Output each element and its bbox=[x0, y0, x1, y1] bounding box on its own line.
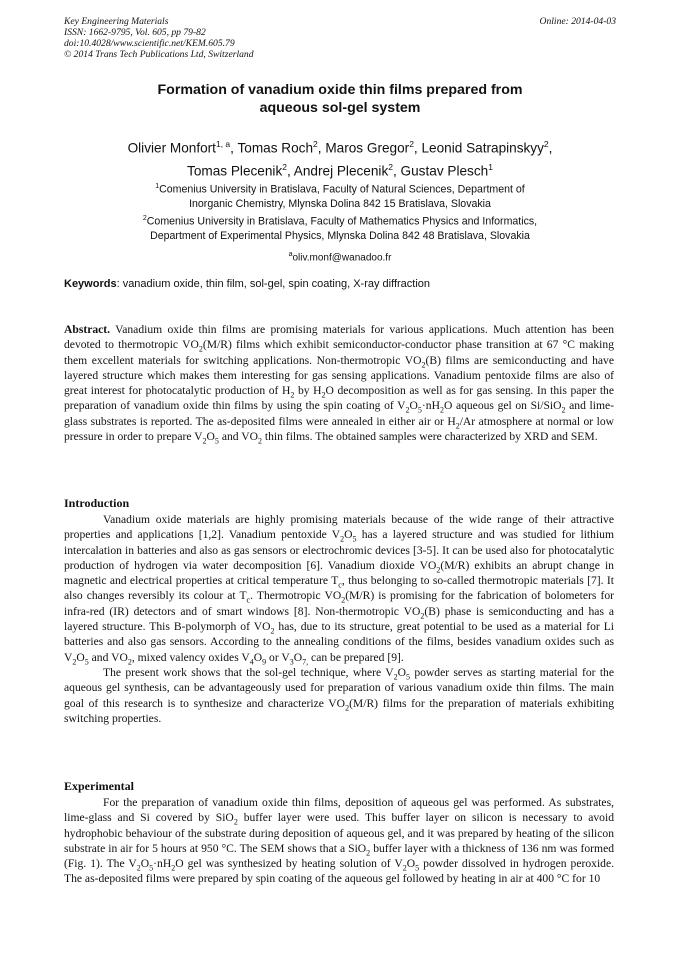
text-run: can be prepared [9]. bbox=[308, 650, 404, 664]
text-run: For the preparation of vanadium oxide thin films, deposition of aqueous gel was performed. As substrates, lime-glass and Si covered by SiO bbox=[64, 796, 614, 825]
subscript: 2 bbox=[455, 421, 460, 431]
text-run: O aqueous gel on Si/SiO bbox=[443, 399, 562, 413]
author-name: Gustav Plesch bbox=[400, 163, 489, 179]
journal-issn: ISSN: 1662-9795, Vol. 605, pp 79-82 bbox=[64, 27, 206, 38]
subscript: 5 bbox=[415, 863, 420, 873]
subscript: 2 bbox=[366, 848, 371, 858]
affiliation-text: Comenius University in Bratislava, Faculty of Natural Sciences, Department of bbox=[159, 183, 525, 196]
text-run: (M/R) exhibits an abrupt change in magnetic and electrical properties at critical temperature T bbox=[64, 558, 614, 588]
subscript: 2 bbox=[340, 534, 345, 544]
text-run: O decomposition as well as for gas sensing. In this paper the preparation of vanadium oxide thin films by using the spin coating of V bbox=[64, 384, 614, 413]
experimental-heading: Experimental bbox=[64, 779, 134, 793]
subscript: 5 bbox=[84, 656, 89, 666]
introduction-body bbox=[64, 512, 614, 726]
subscript: 2 bbox=[421, 359, 426, 369]
experimental-paragraph: For the preparation of vanadium oxide thin films, deposition of aqueous gel was performed. As substrates, lime-glass and Si covered by SiO$_2$ buffer layer were used. This buffer layer on silicon is necessary to avoid hydrophobic behaviour of the substrate during deposition of aqueous gel, and it was prepared by heating of the silicon substrate in air for 5 hours at 950 °C. The SEM shows that a SiO$_2$ buffer layer with a thickness of 136 nm was formed (Fig. 1). The $V_2O_5\cdot nH_2O$ gel was synthesized by heating solution of $V_2O_5$ powder dissolved in hydrogen peroxide. The as-deposited films were prepared by spin coating of the aqueous gel followed by heating in air at 400 °C for 10 bbox=[64, 796, 615, 886]
author-sup: 2 bbox=[409, 139, 414, 149]
text-run: (B) phase is semiconducting and has a layered structure. This B-polymorph of VO bbox=[64, 604, 614, 634]
text-run: has a layered structure and was studied for lithium intercalation in batteries and also as gas sensors or electrochromic devices [3-5]. It can be used also for photocatalytic production of hydrogen via water decomposition [6]. Vanadium dioxide VO bbox=[64, 528, 614, 572]
text-run: buffer layer were used. This buffer layer on silicon is necessary to avoid hydrophobic behaviour of the substrate during deposition of aqueous gel, and it was prepared by heating of the silicon substrate in air for 5 hours at 950 °C. The SEM shows that a SiO bbox=[64, 811, 614, 855]
affiliation-2 bbox=[64, 212, 616, 243]
author-name: Tomas Roch bbox=[237, 140, 314, 156]
journal-copyright: © 2014 Trans Tech Publications Ltd, Switzerland bbox=[64, 49, 254, 60]
subscript: 2 bbox=[136, 863, 141, 873]
text-run: and VO bbox=[218, 430, 258, 444]
text-run: . Thermotropic VO bbox=[250, 589, 342, 603]
text-run: has, due to its structure, great potential to be used as a material for Li batteries and also gas sensors. According to the annealing conditions of the films, besides vanadium oxides such as V bbox=[64, 620, 614, 664]
text-run: powder dissolved in hydrogen peroxide. The as-deposited films were prepared by spin coating of the aqueous gel followed by heating in air at 400 °C for 10 bbox=[64, 857, 615, 886]
affiliation-text: Comenius University in Bratislava, Faculty of Mathematics Physics and Informatics, bbox=[146, 215, 538, 228]
subscript: 5 bbox=[406, 672, 411, 682]
text-run: Vanadium oxide materials are highly promising materials because of the wide range of their attractive properties and applications [1,2]. Vanadium pentoxide V bbox=[64, 513, 614, 542]
subscript: 5 bbox=[352, 534, 357, 544]
text-run: /Ar atmosphere at normal or low pressure in order to prepare V bbox=[64, 414, 614, 444]
authors-line-2: Tomas Plecenik$^2$, Andrej Plecenik$^2$, Gustav Plesch$^1$ bbox=[187, 161, 493, 179]
text-run: and VO bbox=[88, 650, 128, 664]
subscript: 2 bbox=[198, 344, 203, 354]
subscript: 2 bbox=[171, 863, 176, 873]
affiliation-2-line-1 bbox=[64, 212, 616, 229]
author-name: Andrej Plecenik bbox=[293, 163, 389, 179]
text-run: by H bbox=[294, 384, 322, 398]
abstract-paragraph: Abstract. Vanadium oxide thin films are promising materials for various applications. Much attention has been devoted to thermotropic $VO_2(M/R)$ films which exhibit semiconductor-conductor phase transition at 67 °C making them excellent materials for switching applications. Non-thermotropic $VO_2(B)$ films are semiconducting and have layered structure which makes them interesting for gas sensing applications. Vanadium pentoxide films are also of great interest for photocatalytic production of $H_2$ by $H_2O$ decomposition as well as for gas sensing. In this paper the preparation of vanadium oxide thin films by using the spin coating of $V_2O_5\cdot nH_2O$ aqueous gel on Si/SiO$_2$ and lime-glass substrates is reported. The as-deposited films were annealed in either air or $H_2/Ar$ atmosphere at normal or low pressure in order to prepare $V_2O_5$ and $VO_2$ thin films. The obtained samples were characterized by XRD and SEM. bbox=[64, 323, 614, 446]
text-run: The present work shows that the sol-gel technique, where V bbox=[103, 665, 394, 679]
subscript: 2 bbox=[202, 436, 207, 446]
text-run: buffer layer with a thickness of 136 nm was formed (Fig. 1). The V bbox=[64, 841, 615, 871]
subscript: 2 bbox=[402, 863, 407, 873]
affiliation-sup: 1 bbox=[155, 183, 160, 190]
title-line-1: Formation of vanadium oxide thin films prepared from bbox=[157, 82, 523, 98]
subscript: 2 bbox=[420, 611, 425, 621]
subscript: 4 bbox=[249, 656, 254, 666]
subscript: 9 bbox=[262, 656, 267, 666]
paper-title bbox=[64, 81, 616, 117]
corresponding-email bbox=[64, 248, 616, 264]
author-sup: 2 bbox=[388, 161, 393, 172]
authors-line-1: Olivier Monfort$^{1, a}$, Tomas Roch$^2$, Maros Gregor$^2$, Leonid Satrapinskyy$^2$, bbox=[127, 139, 553, 156]
title-line-2: aqueous sol-gel system bbox=[259, 100, 421, 116]
journal-doi: doi:10.4028/www.scientific.net/KEM.605.79 bbox=[64, 38, 235, 49]
subscript: 2 bbox=[405, 405, 410, 415]
text-run: ·nH bbox=[421, 399, 440, 413]
affiliation-1-line-2: Inorganic Chemistry, Mlynska Dolina 842 15 Bratislava, Slovakia bbox=[189, 197, 491, 210]
subscript: 5 bbox=[149, 863, 154, 873]
subscript: 2 bbox=[72, 656, 77, 666]
text-run: or V bbox=[266, 650, 290, 664]
online-date: Online: 2014-04-03 bbox=[539, 16, 616, 27]
journal-name: Key Engineering Materials bbox=[64, 16, 169, 27]
subscript: 5 bbox=[417, 405, 422, 415]
author-sup: 1, a bbox=[215, 139, 231, 149]
abstract bbox=[64, 322, 614, 444]
subscript: 2 bbox=[439, 405, 444, 415]
author-name: Olivier Monfort bbox=[127, 140, 216, 156]
author-name: Maros Gregor bbox=[325, 140, 410, 156]
subscript: 2 bbox=[258, 436, 262, 446]
text-run: (B) films are semiconducting and have layered structure which makes them interesting for gas sensing applications. Vanadium pentoxide films are also of great interest for photocatalytic production of H bbox=[64, 353, 614, 398]
text-run: , thus belonging to so-called thermotropic materials [7]. It also changes reversibly its colour at T bbox=[64, 574, 614, 603]
text-run: O gel was synthesized by heating solution of V bbox=[175, 857, 403, 871]
introduction-paragraph-2: The present work shows that the sol-gel technique, where $V_2O_5$ powder serves as starting material for the aqueous gel synthesis, can be advantageously used for preparation of various vanadium oxide thin films. The main goal of this research is to synthesize and characterize $VO_2(M/R)$ films for the preparation of materials exhibiting switching properties. bbox=[64, 665, 614, 725]
abstract-label: Abstract. bbox=[64, 323, 111, 336]
author-name: Leonid Satrapinskyy bbox=[421, 140, 544, 156]
author-list bbox=[64, 135, 616, 180]
text-run: (M/R) films for the preparation of materials exhibiting switching properties. bbox=[64, 696, 614, 725]
subscript: c bbox=[246, 595, 251, 605]
subscript: 2 bbox=[341, 595, 346, 605]
keywords-label: Keywords bbox=[64, 278, 117, 290]
introduction-heading: Introduction bbox=[64, 496, 130, 510]
keywords bbox=[64, 277, 616, 291]
subscript: 2 bbox=[233, 817, 238, 827]
keywords-text: : vanadium oxide, thin film, sol-gel, spin coating, X-ray diffraction bbox=[116, 278, 431, 290]
text-run: (M/R) films which exhibit semiconductor-conductor phase transition at 67 °C making them excellent materials for switching applications. Non-thermotropic VO bbox=[64, 338, 614, 367]
affiliation-1 bbox=[64, 180, 616, 211]
subscript: 2 bbox=[270, 626, 275, 636]
text-run: thin films. The obtained samples were characterized by XRD and SEM. bbox=[262, 430, 598, 444]
subscript: 2 bbox=[436, 565, 441, 575]
subscript: 7, bbox=[302, 656, 309, 666]
journal-header bbox=[64, 16, 616, 60]
affiliation-1-line-1 bbox=[64, 180, 616, 197]
text-run: , mixed valency oxides V bbox=[131, 650, 250, 664]
text-run: Vanadium oxide thin films are promising materials for various applications. Much attention has been devoted to thermotropic VO bbox=[64, 323, 614, 352]
text-run: (M/R) is promising for the fabrication of bolometers for infra-red (IR) detectors and of smart windows [8]. Non-thermotropic VO bbox=[64, 589, 615, 618]
affiliation-sup: 2 bbox=[142, 215, 147, 222]
subscript: 3 bbox=[289, 656, 294, 666]
subscript: c bbox=[338, 580, 342, 590]
text-run: ·nH bbox=[153, 857, 172, 871]
affiliation-2-line-2: Department of Experimental Physics, Mlynska Dolina 842 48 Bratislava, Slovakia bbox=[150, 229, 530, 242]
introduction-paragraph-1: Vanadium oxide materials are highly promising materials because of the wide range of their attractive properties and applications [1,2]. Vanadium pentoxide $V_2O_5$ has a layered structure and was studied for lithium intercalation in batteries and also as gas sensors or electrochromic devices [3-5]. It can be used also for photocatalytic production of hydrogen via water decomposition [6]. Vanadium dioxide $VO_2(M/R)$ exhibits an abrupt change in magnetic and electrical properties at critical temperature $T_c$, thus belonging to so-called thermotropic materials [7]. It also changes reversibly its colour at $T_c$. Thermotropic $VO_2(M/R)$ is promising for the fabrication of bolometers for infra-red (IR) detectors and of smart windows [8]. Non-thermotropic $VO_2(B)$ phase is semiconducting and has a layered structure. This B-polymorph of $VO_2$ has, due to its structure, great potential to be used as a material for Li batteries and also gas sensors. According to the annealing conditions of the films, besides vanadium oxides such as $V_2O_5$ and $VO_2$, mixed valency oxides $V_4O_9$ or $V_3O_{7,}$ can be prepared [9]. bbox=[64, 513, 615, 666]
subscript: 2 bbox=[561, 405, 566, 415]
experimental-body bbox=[64, 795, 614, 887]
subscript: 2 bbox=[290, 390, 295, 400]
author-name: Tomas Plecenik bbox=[187, 163, 283, 179]
email-address: oliv.monf@wanadoo.fr bbox=[292, 252, 392, 264]
author-sup: 2 bbox=[543, 139, 549, 149]
subscript: 2 bbox=[393, 672, 398, 682]
subscript: 2 bbox=[345, 702, 350, 712]
text-run: and lime-glass substrates is reported. The as-deposited films were annealed in either air or H bbox=[64, 399, 614, 428]
author-sup: 2 bbox=[313, 139, 318, 149]
author-sup: 2 bbox=[282, 161, 287, 172]
subscript: 5 bbox=[214, 436, 219, 446]
email-sup: a bbox=[288, 251, 293, 258]
author-sup: 1 bbox=[488, 161, 493, 172]
text-run: powder serves as starting material for the aqueous gel synthesis, can be advantageously used for preparation of various vanadium oxide thin films. The main goal of this research is to synthesize and characterize VO bbox=[64, 665, 614, 710]
subscript: 2 bbox=[127, 656, 132, 666]
subscript: 2 bbox=[321, 390, 326, 400]
